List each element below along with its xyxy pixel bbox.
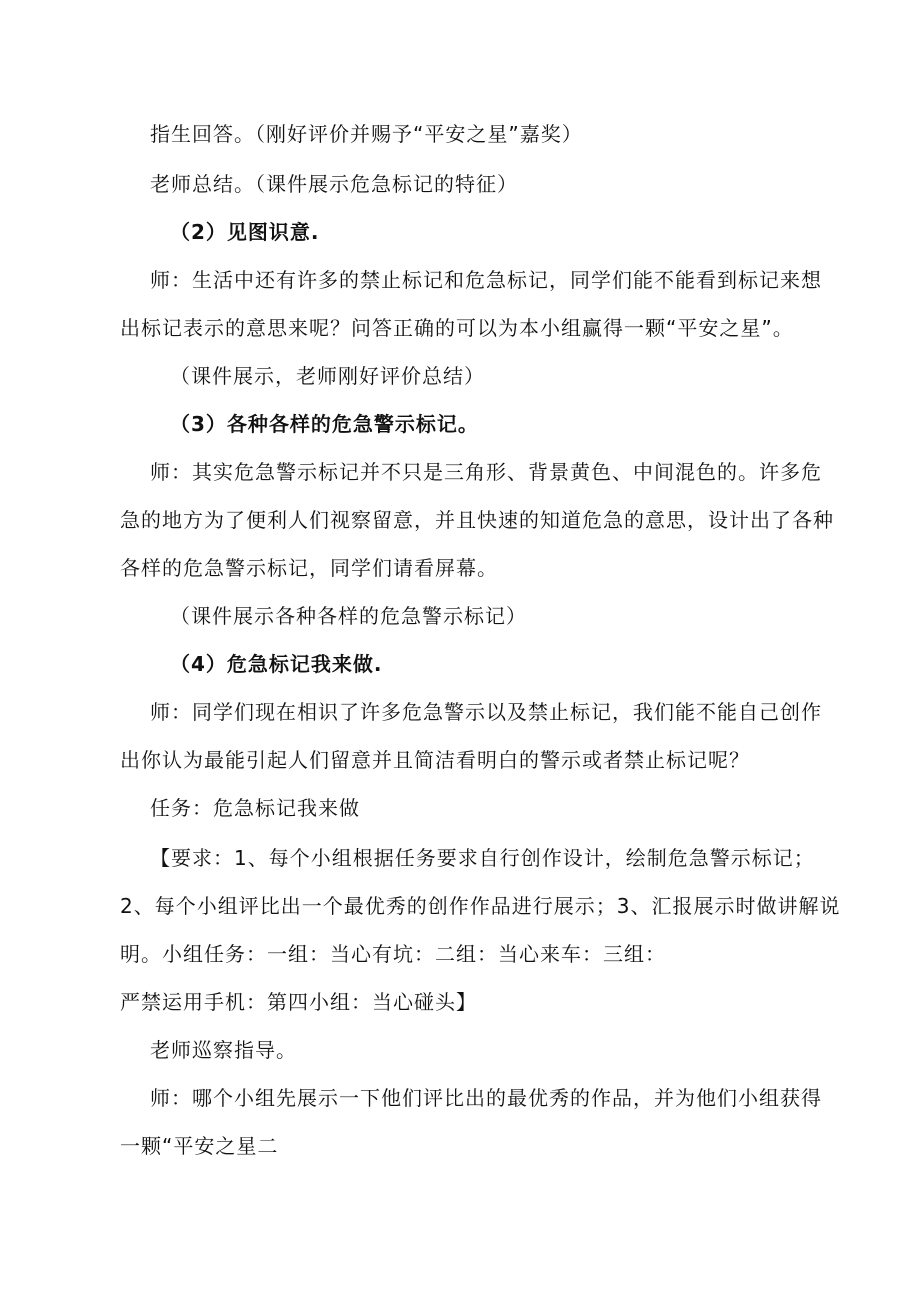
paragraph-line: 任务：危急标记我来做 bbox=[150, 796, 360, 820]
paragraph-line: 师：哪个小组先展示一下他们评比出的最优秀的作品，并为他们小组获得 bbox=[150, 1086, 822, 1110]
paragraph-line: 明。小组任务：一组：当心有坑：二组：当心来车：三组： bbox=[120, 942, 666, 966]
section-heading: （4）危急标记我来做. bbox=[170, 652, 383, 676]
paragraph-line: 老师巡察指导。 bbox=[150, 1038, 297, 1062]
paragraph-line: 严禁运用手机：第四小组：当心碰头】 bbox=[120, 990, 477, 1014]
paragraph-line: 【要求：1、每个小组根据任务要求自行创作设计，绘制危急警示标记； bbox=[150, 846, 815, 870]
paragraph-line: 一颗“平安之星二 bbox=[120, 1134, 279, 1158]
paragraph-line: 老师总结。（课件展示危急标记的特征） bbox=[150, 172, 518, 196]
paragraph-line: 指生回答。（刚好评价并赐予“平安之星”嘉奖） bbox=[150, 122, 583, 146]
paragraph-line: 师：生活中还有许多的禁止标记和危急标记，同学们能不能看到标记来想 bbox=[150, 268, 822, 292]
section-heading: （2）见图识意. bbox=[170, 220, 320, 244]
paragraph-line: 师：其实危急警示标记并不只是三角形、背景黄色、中间混色的。许多危 bbox=[150, 460, 822, 484]
paragraph-line: （课件展示各种各样的危急警示标记） bbox=[170, 604, 527, 628]
section-heading: （3）各种各样的危急警示标记。 bbox=[170, 412, 479, 436]
paragraph-line: 各样的危急警示标记，同学们请看屏幕。 bbox=[120, 556, 498, 580]
paragraph-line: 出标记表示的意思来呢？问答正确的可以为本小组赢得一颗“平安之星”。 bbox=[120, 316, 794, 340]
paragraph-line: 2、每个小组评比出一个最优秀的创作作品进行展示；3、汇报展示时做讲解说 bbox=[120, 894, 841, 918]
paragraph-line: （课件展示，老师刚好评价总结） bbox=[170, 364, 485, 388]
paragraph-line: 出你认为最能引起人们留意并且简洁看明白的警示或者禁止标记呢？ bbox=[120, 748, 750, 772]
paragraph-line: 急的地方为了便利人们视察留意，并且快速的知道危急的意思，设计出了各种 bbox=[120, 508, 834, 532]
paragraph-line: 师：同学们现在相识了许多危急警示以及禁止标记，我们能不能自己创作 bbox=[150, 700, 822, 724]
